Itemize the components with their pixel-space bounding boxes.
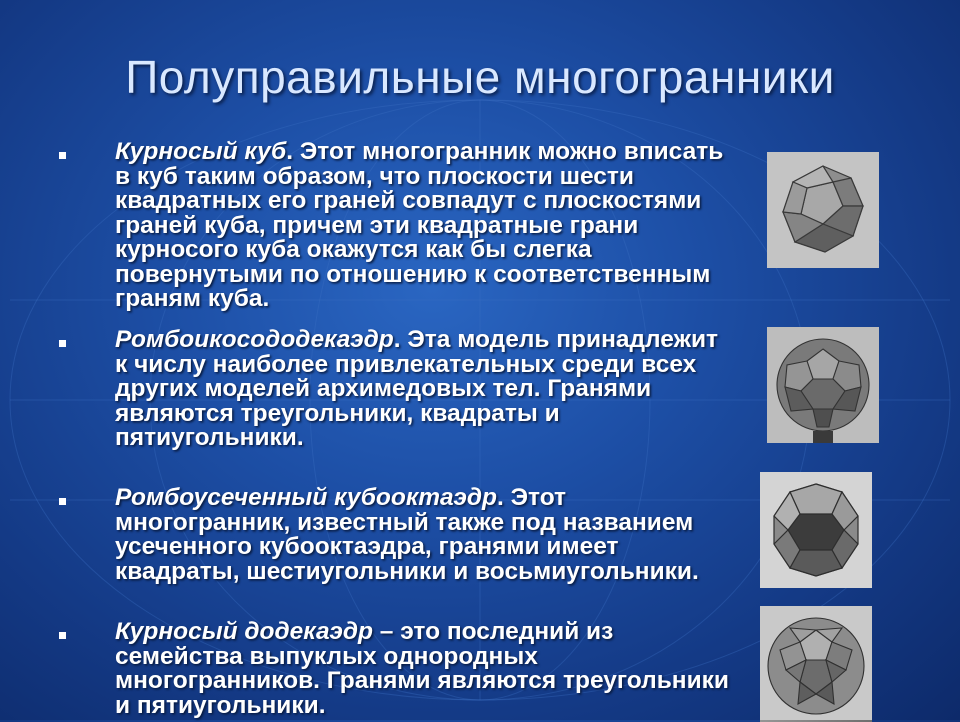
- item-description: . Этот многогранник, известный также под названием усеченного кубооктаэдра, гранями имеет квадраты, шестиугольники и восьмиугольники.: [115, 484, 699, 585]
- item-text: [115, 328, 735, 451]
- item-description: . Эта модель принадлежит к числу наиболее привлекательных среди всех других моделей архимедовых тел. Гранями являются треугольники, квадраты и пятиугольники.: [115, 326, 719, 451]
- item-term: Ромбоусеченный кубооктаэдр: [115, 484, 497, 511]
- item-term: Ромбоикосододекаэдр: [115, 326, 394, 353]
- rhombicosidodecahedron-photo-icon: [767, 327, 879, 443]
- snub-dodecahedron-photo-icon: [760, 606, 872, 722]
- truncated-cuboctahedron-photo-icon: [760, 472, 872, 588]
- bullet-icon: [59, 632, 66, 639]
- item-text: [115, 486, 735, 584]
- item-term: Курносый додекаэдр: [115, 618, 373, 645]
- bullet-icon: [59, 152, 66, 159]
- item-description: – это последний из семейства выпуклых однородных многогранников. Гранями являются треугольники и пятиугольники.: [115, 618, 729, 719]
- item-text: [115, 140, 735, 312]
- bullet-icon: [59, 498, 66, 505]
- item-text: [115, 620, 735, 718]
- slide-title: Полуправильные многогранники: [125, 51, 835, 103]
- item-term: Курносый куб: [115, 138, 287, 165]
- bullet-icon: [59, 340, 66, 347]
- item-description: . Этот многогранник можно вписать в куб таким образом, что плоскости шести квадратных его граней совпадут с плоскостями граней куба, причем эти квадратные грани курносого куба окажутся как бы слегка повернутыми по отношению к соответственным граням куба.: [115, 138, 724, 312]
- snub-cube-photo-icon: [767, 152, 879, 268]
